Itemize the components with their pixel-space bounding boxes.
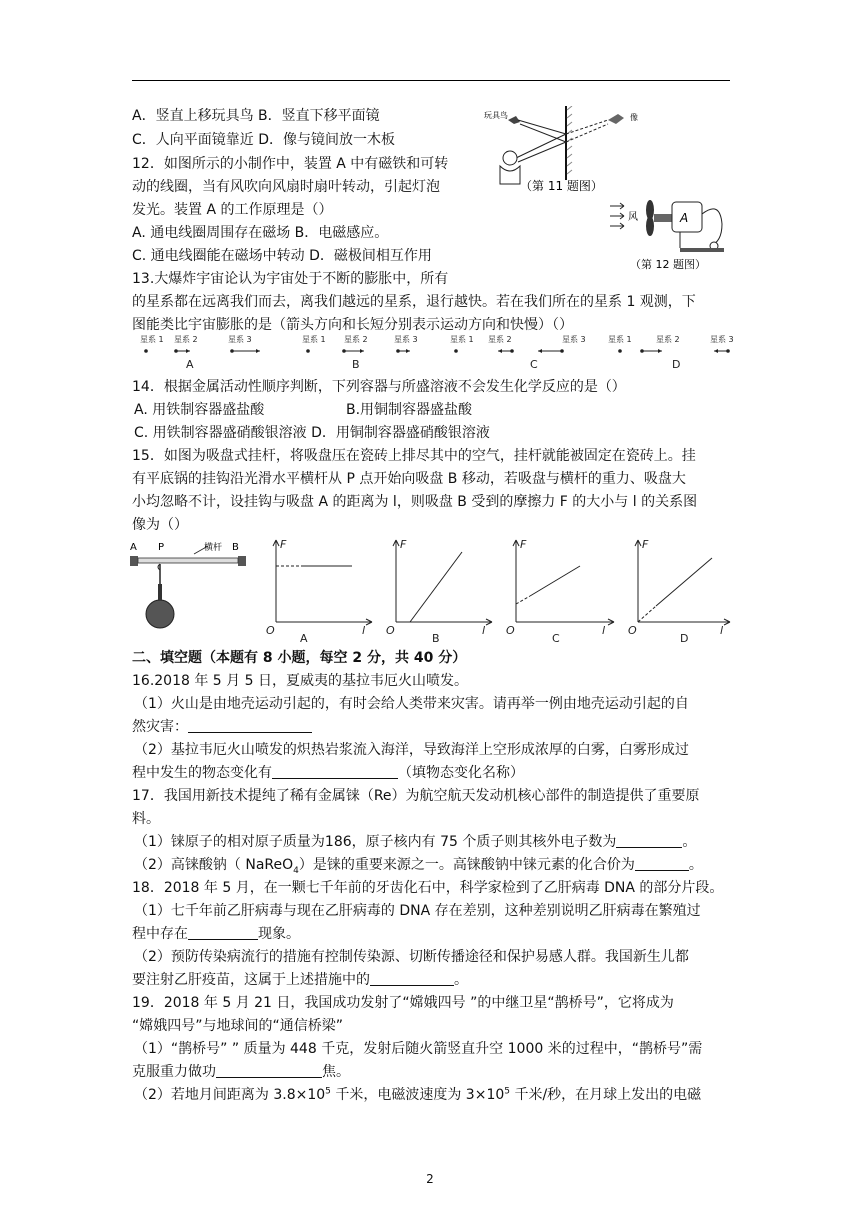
q16-stem: 16.2018 年 5 月 5 日，夏威夷的基拉韦厄火山喷发。 bbox=[132, 673, 468, 689]
q15-option-b: B bbox=[432, 632, 440, 645]
svg-text:星系 3: 星系 3 bbox=[228, 335, 252, 344]
fig12-caption: （第 12 题图） bbox=[630, 258, 706, 270]
svg-text:l: l bbox=[720, 624, 724, 637]
q14-stem: 14．根据金属活动性顺序判断，下列容器与所盛溶液不会发生化学反应的是（） bbox=[132, 379, 626, 395]
svg-text:星系 2: 星系 2 bbox=[488, 335, 512, 344]
svg-text:星系 2: 星系 2 bbox=[344, 335, 368, 344]
q17-part2: （2）高铼酸钠（ NaReO$_4$）是铼的重要来源之一。高铼酸钠中铼元素的化合价为 。 bbox=[134, 857, 703, 876]
q16-part2-line1: （2）基拉韦厄火山喷发的炽热岩浆流入海洋，导致海洋上空形成浓厚的白雾，白雾形成过 bbox=[134, 742, 689, 758]
svg-text:l: l bbox=[362, 624, 366, 637]
answer-blank[interactable] bbox=[370, 971, 454, 986]
q13-option-d-diagram bbox=[608, 334, 734, 371]
section2-title: 二、填空题（本题有 8 小题，每空 2 分，共 40 分） bbox=[132, 650, 467, 666]
q16-part2-line2: 程中发生的物态变化有 （填物态变化名称） bbox=[132, 765, 524, 781]
svg-text:横杆: 横杆 bbox=[204, 543, 223, 553]
q17-part1: （1）铼原子的相对原子质量为186，原子核内有 75 个质子则其核外电子数为 。 bbox=[134, 834, 697, 850]
q15-stem-2: 有平底锅的挂钩沿光滑水平横杆从 P 点开始向吸盘 B 移动，若吸盘与横杆的重力、吸盘大 bbox=[132, 471, 686, 487]
svg-text:B: B bbox=[232, 542, 239, 553]
svg-text:O: O bbox=[386, 624, 395, 637]
label-toy-bird: 玩具鸟 bbox=[484, 111, 508, 120]
label-wind: 风 bbox=[628, 212, 638, 223]
q15-graph-c bbox=[513, 540, 614, 625]
q14-options-cd: C. 用铁制容器盛硝酸银溶液 D．用铜制容器盛硝酸银溶液 bbox=[134, 425, 490, 441]
q15-rod-figure bbox=[128, 538, 253, 648]
svg-text:星系 3: 星系 3 bbox=[562, 335, 586, 344]
q19-part2-line1: （2）若地月间距离为 $3.8\times 10^5$ 千米，电磁波速度为 $3\times 10^5$ 千米/秒，在月球上发出的电磁 bbox=[134, 1086, 702, 1103]
q13-stem-1: 13.大爆炸宇宙论认为宇宙处于不断的膨胀中，所有 bbox=[132, 271, 449, 287]
q13-option-a-diagram bbox=[140, 334, 260, 371]
svg-text:O: O bbox=[506, 624, 515, 637]
q13-stem-3: 图能类比宇宙膨胀的是（箭头方向和长短分别表示运动方向和快慢）（） bbox=[132, 317, 573, 333]
svg-text:A: A bbox=[130, 542, 137, 553]
page-number: 2 bbox=[426, 1172, 434, 1186]
q14-option-a: A. 用铁制容器盛盐酸 bbox=[134, 402, 265, 418]
q15-stem-1: 15．如图为吸盘式挂杆，将吸盘压在瓷砖上排尽其中的空气，挂杆就能被固定在瓷砖上。挂 bbox=[132, 448, 696, 464]
q19-part1-line1: （1）“鹊桥号” ” 质量为 448 千克，发射后随火箭竖直升空 1000 米的过程中，“鹊桥号”需 bbox=[134, 1041, 703, 1057]
label-device-a: A bbox=[680, 211, 689, 225]
figure-q11 bbox=[480, 106, 730, 192]
answer-blank[interactable] bbox=[188, 925, 258, 940]
q15-graph-a bbox=[273, 540, 372, 625]
header-rule bbox=[132, 80, 730, 81]
q15-option-a: A bbox=[300, 632, 308, 645]
label-image: 像 bbox=[630, 113, 638, 122]
q17-stem-2: 料。 bbox=[132, 811, 160, 827]
q11-options-ab: A．竖直上移玩具鸟 B．竖直下移平面镜 bbox=[132, 108, 380, 124]
svg-text:星系 1: 星系 1 bbox=[608, 335, 632, 344]
answer-blank[interactable] bbox=[616, 833, 682, 848]
q12-options-ab: A. 通电线圈周围存在磁场 B．电磁感应。 bbox=[132, 225, 389, 241]
answer-blank[interactable] bbox=[272, 764, 398, 779]
q14-option-b: B.用铜制容器盛盐酸 bbox=[346, 402, 473, 418]
q18-part2-line1: （2）预防传染病流行的措施有控制传染源、切断传播途径和保护易感人群。我国新生儿都 bbox=[134, 949, 689, 965]
svg-text:O: O bbox=[266, 624, 275, 637]
figure-q12 bbox=[610, 184, 730, 270]
fig11-caption: （第 11 题图） bbox=[520, 179, 603, 192]
q15-option-d: D bbox=[680, 632, 689, 645]
q19-part1-line2: 克服重力做功 焦。 bbox=[132, 1064, 350, 1080]
q13-option-b-diagram bbox=[302, 334, 418, 371]
q15-option-c: C bbox=[552, 632, 560, 645]
q13-option-d: D bbox=[672, 358, 681, 371]
q11-options-cd: C．人向平面镜靠近 D．像与镜间放一木板 bbox=[132, 132, 396, 148]
q12-stem-2: 动的线圈，当有风吹向风扇时扇叶转动，引起灯泡 bbox=[132, 179, 440, 195]
svg-text:星系 1: 星系 1 bbox=[140, 335, 164, 344]
q13-option-c: C bbox=[530, 358, 538, 371]
svg-text:F: F bbox=[400, 538, 407, 551]
svg-text:星系 1: 星系 1 bbox=[302, 335, 326, 344]
q18-part2-line2: 要注射乙肝疫苗，这属于上述措施中的 。 bbox=[132, 972, 468, 988]
q16-part1-line2: 然灾害： bbox=[132, 717, 312, 737]
answer-blank[interactable] bbox=[635, 856, 689, 871]
q15-stem-4: 像为（） bbox=[132, 517, 188, 533]
q19-stem-2: “嫦娥四号”与地球间的“通信桥梁” bbox=[132, 1018, 344, 1034]
q15-stem-3: 小均忽略不计，设挂钩与吸盘 A 的距离为 l，则吸盘 B 受到的摩擦力 F 的大小与 l 的关系图 bbox=[132, 494, 698, 510]
q13-option-a: A bbox=[186, 358, 194, 371]
svg-text:F: F bbox=[642, 538, 649, 551]
q15-graphs bbox=[262, 536, 732, 648]
svg-text:星系 3: 星系 3 bbox=[710, 335, 734, 344]
q18-part1-line2: 程中存在 现象。 bbox=[132, 926, 300, 942]
q19-stem-1: 19．2018 年 5 月 21 日，我国成功发射了“嫦娥四号 ”的中继卫星“鹊桥号”，它将成为 bbox=[132, 995, 674, 1011]
svg-text:星系 3: 星系 3 bbox=[394, 335, 418, 344]
svg-text:O: O bbox=[628, 624, 637, 637]
q12-options-cd: C. 通电线圈能在磁场中转动 D．磁极间相互作用 bbox=[132, 248, 432, 264]
q18-stem: 18．2018 年 5 月，在一颗七千年前的牙齿化石中，科学家检到了乙肝病毒 DNA 的部分片段。 bbox=[132, 880, 724, 896]
q15-graph-d bbox=[635, 540, 730, 625]
svg-text:P: P bbox=[158, 542, 165, 553]
q18-part1-line1: （1）七千年前乙肝病毒与现在乙肝病毒的 DNA 存在差别，这种差别说明乙肝病毒在繁殖过 bbox=[134, 903, 701, 919]
q13-stem-2: 的星系都在远离我们而去，离我们越远的星系，退行越快。若在我们所在的星系 1 观测，下 bbox=[132, 294, 696, 310]
svg-text:l: l bbox=[602, 624, 606, 637]
svg-text:星系 1: 星系 1 bbox=[450, 335, 474, 344]
q15-graph-b bbox=[393, 540, 492, 625]
answer-blank[interactable] bbox=[188, 718, 312, 733]
answer-blank[interactable] bbox=[216, 1063, 322, 1078]
q13-options-figure bbox=[132, 334, 737, 372]
q13-option-b: B bbox=[352, 358, 360, 371]
q12-stem-3: 发光。装置 A 的工作原理是（） bbox=[132, 202, 333, 218]
svg-text:l: l bbox=[482, 624, 486, 637]
q13-option-c-diagram bbox=[450, 334, 586, 371]
q16-part1-line1: （1）火山是由地壳运动引起的，有时会给人类带来灾害。请再举一例由地壳运动引起的自 bbox=[134, 696, 689, 712]
svg-text:F: F bbox=[520, 538, 527, 551]
svg-text:星系 2: 星系 2 bbox=[174, 335, 198, 344]
svg-text:星系 2: 星系 2 bbox=[656, 335, 680, 344]
q17-stem-1: 17．我国用新技术提纯了稀有金属铼（Re）为航空航天发动机核心部件的制造提供了重要原 bbox=[132, 788, 700, 804]
svg-text:F: F bbox=[280, 538, 287, 551]
q12-stem-1: 12．如图所示的小制作中，装置 A 中有磁铁和可转 bbox=[132, 156, 449, 172]
